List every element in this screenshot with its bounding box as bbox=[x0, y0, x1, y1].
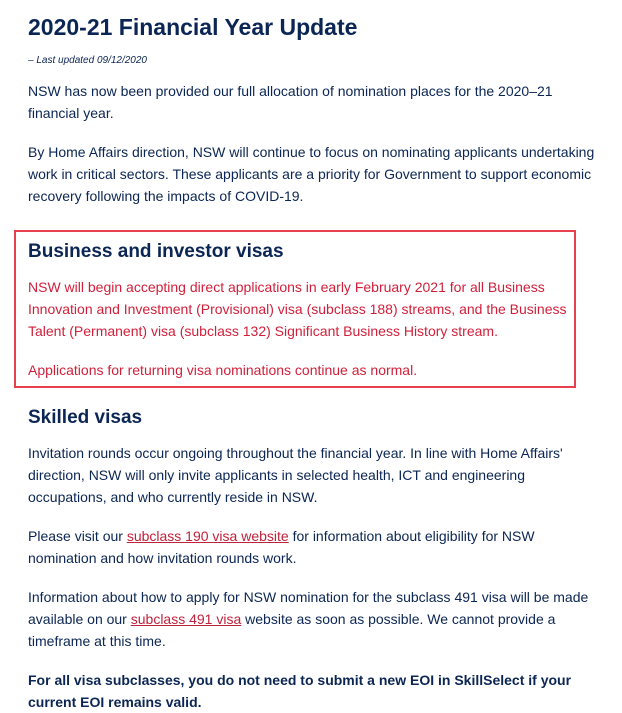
paragraph-text: Please visit our bbox=[28, 528, 127, 544]
paragraph-text: website as soon as possible. We cannot provide a timeframe at this time. bbox=[28, 611, 556, 649]
intro-paragraph-2: By Home Affairs direction, NSW will continue to focus on nominating applicants undertaking work in critical sectors. These applicants are a priority for Government to support economic recovery following the impacts of COVID-19. bbox=[28, 144, 595, 204]
last-updated-text: – Last updated 09/12/2020 bbox=[28, 55, 147, 66]
skilled-visas-paragraph-1: Invitation rounds occur ongoing throughout the financial year. In line with Home Affairs' direction, NSW will only invite applicants in selected health, ICT and engineering occupations, and who currently reside in NSW. bbox=[28, 445, 563, 505]
eoi-note: For all visa subclasses, you do not need to submit a new EOI in SkillSelect if your current EOI remains valid. bbox=[28, 672, 572, 710]
skilled-visas-section bbox=[28, 404, 603, 713]
page-title: 2020-21 Financial Year Update bbox=[28, 14, 358, 40]
subclass-491-link[interactable]: subclass 491 visa bbox=[130, 611, 242, 627]
business-visas-paragraph-1: NSW will begin accepting direct applications in early February 2021 for all Business Innovation and Investment (Provisional) visa (subclass 188) streams, and the Business Talent (Permanent) visa (subclass 132) Significant Business History stream. bbox=[28, 279, 567, 339]
business-visas-section bbox=[28, 238, 573, 381]
subclass-190-link[interactable]: subclass 190 visa website bbox=[126, 528, 289, 544]
paragraph-text: Information about how to apply for NSW nomination for the subclass 491 visa will be made available on our bbox=[28, 589, 589, 627]
main-content bbox=[28, 12, 598, 207]
skilled-visas-paragraph-2 bbox=[28, 525, 603, 569]
intro-paragraph-1: NSW has now been provided our full allocation of nomination places for the 2020–21 financial year. bbox=[28, 83, 553, 121]
business-visas-heading: Business and investor visas bbox=[28, 241, 284, 262]
business-visas-paragraph-2: Applications for returning visa nominations continue as normal. bbox=[28, 362, 418, 378]
skilled-visas-paragraph-3 bbox=[28, 586, 603, 652]
paragraph-text: for information about eligibility for NSW nomination and how invitation rounds work. bbox=[28, 528, 535, 566]
skilled-visas-heading: Skilled visas bbox=[28, 407, 143, 428]
business-visas-highlight-box bbox=[14, 230, 576, 388]
